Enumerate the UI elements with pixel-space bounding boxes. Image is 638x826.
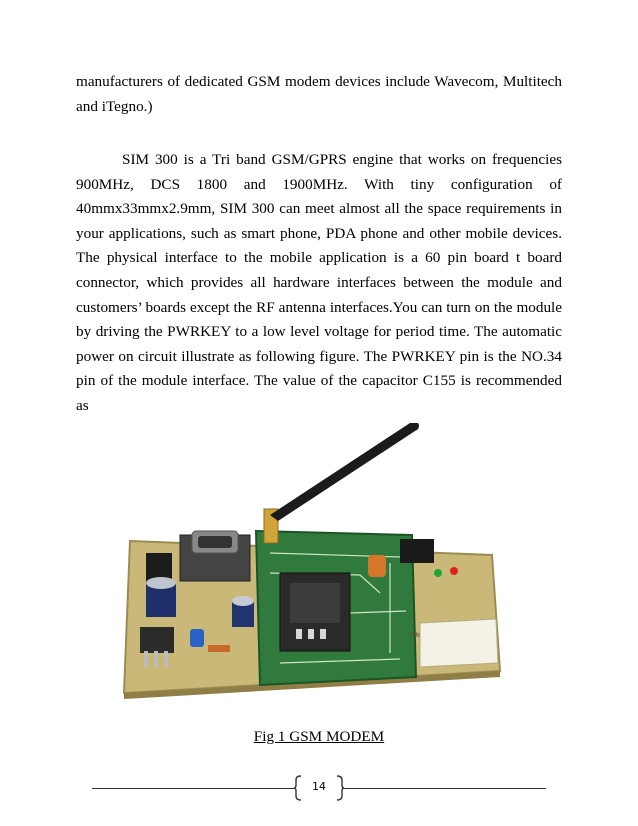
page-number: 14 xyxy=(312,780,326,793)
diode xyxy=(208,645,230,652)
footer-rule-right xyxy=(344,788,546,789)
electrolytic-capacitor-large xyxy=(146,577,176,617)
antenna xyxy=(270,423,418,521)
status-led-red xyxy=(450,567,458,575)
page-bracket-left-icon xyxy=(294,775,302,801)
status-led-green xyxy=(434,569,442,577)
paragraph-sim300-description: SIM 300 is a Tri band GSM/GPRS engine that works on frequencies 900MHz, DCS 1800 and 1900MHz. With tiny configuration of 40mmx33mmx2.9mm, SIM 300 can meet almost all the space requirements in your applications, such as smart phone, PDA phone and other mobile devices. The physical interface to the mobile application is a 60 pin board t board connector, which provides all hardware interfaces between the module and customers’ boards except the RF antenna interfaces.You can turn on the module by driving the PWRKEY to a low level voltage for period time. The automatic power on circuit illustrate as following figure. The PWRKEY pin is the NO.34 pin of the module interface. The value of the capacitor C155 is recommended as xyxy=(76,151,562,414)
paragraph-intro-continued: manufacturers of dedicated GSM modem devices include Wavecom, Multitech and iTegno.) xyxy=(76,73,562,115)
tantalum-capacitor xyxy=(368,555,386,577)
gsm-modem-photo xyxy=(120,423,504,713)
electrolytic-capacitor-small xyxy=(232,596,254,627)
footer-rule-left xyxy=(92,788,294,789)
figure-caption: Fig 1 GSM MODEM xyxy=(253,728,385,745)
page-bracket-right-icon xyxy=(336,775,344,801)
sim-card-holder xyxy=(280,573,350,651)
phone-jack xyxy=(400,539,434,563)
board-silk-label: PSN xyxy=(408,632,420,639)
serial-connector xyxy=(180,531,250,581)
board-label-area xyxy=(420,619,498,667)
ceramic-capacitor xyxy=(190,629,204,647)
